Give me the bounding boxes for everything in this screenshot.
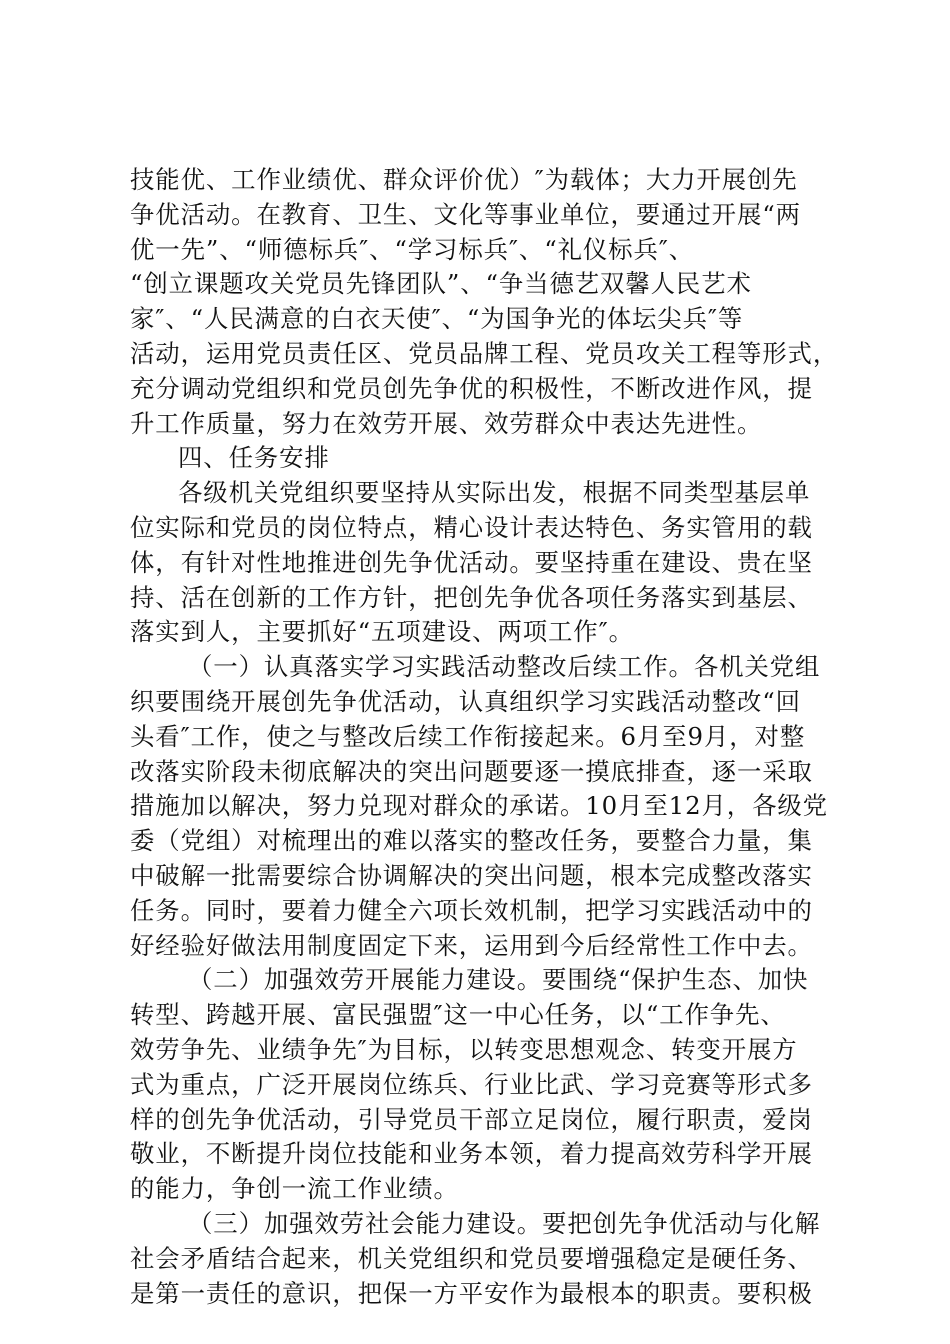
text-line: 社会矛盾结合起来，机关党组织和党员要增强稳定是硬任务、	[130, 1243, 813, 1273]
subsection-heading: （二）加强效劳开展能力建设。要围绕“保护生态、加快	[188, 965, 809, 995]
text-line: 样的创先争优活动，引导党员干部立足岗位，履行职责，爱岗	[130, 1104, 813, 1134]
text-line: 充分调动党组织和党员创先争优的积极性，不断改进作风，提	[130, 373, 813, 403]
text-line: 效劳争先、业绩争先″为目标，以转变思想观念、转变开展方	[130, 1034, 798, 1064]
text-line: 织要围绕开展创先争优活动，认真组织学习实践活动整改“回	[130, 686, 801, 716]
text-line: 转型、跨越开展、富民强盟″这一中心任务，以“工作争先、	[130, 1000, 786, 1030]
text-line: 敬业，不断提升岗位技能和业务本领，着力提高效劳科学开展	[130, 1139, 813, 1169]
text-line: 落实到人，主要抓好“五项建设、两项工作″。	[130, 617, 634, 647]
text-line: 好经验好做法用制度固定下来，运用到今后经常性工作中去。	[130, 930, 813, 960]
text-line: 家″、“人民满意的白衣天使″、“为国争光的体坛尖兵″等	[130, 304, 744, 334]
text-line: 优一先”、“师德标兵″、“学习标兵″、“礼仪标兵″、	[130, 234, 695, 264]
text-line: 技能优、工作业绩优、群众评价优）″为载体；大力开展创先	[130, 165, 798, 194]
text-line: 头看″工作，使之与整改后续工作衔接起来。6月至9月，对整	[130, 721, 806, 751]
text-line: 改落实阶段未彻底解决的突出问题要逐一摸底排查，逐一采取	[130, 756, 813, 786]
text-line: 是第一责任的意识，把保一方平安作为最根本的职责。要积极	[130, 1278, 813, 1308]
subsection-heading: （三）加强效劳社会能力建设。要把创先争优活动与化解	[188, 1208, 821, 1238]
text-line: 任务。同时，要着力健全六项长效机制，把学习实践活动中的	[130, 895, 813, 925]
text-line: 各级机关党组织要坚持从实际出发，根据不同类型基层单	[178, 478, 811, 508]
section-heading: 四、任务安排	[178, 443, 330, 473]
text-line: 措施加以解决，努力兑现对群众的承诺。10月至12月，各级党	[130, 791, 828, 821]
text-line: 升工作质量，努力在效劳开展、效劳群众中表达先进性。	[130, 408, 763, 438]
text-line: “创立课题攻关党员先锋团队”、“争当德艺双馨人民艺术	[130, 269, 752, 299]
text-line: 活动，运用党员责任区、党员品牌工程、党员攻关工程等形式，	[130, 338, 839, 368]
text-line: 争优活动。在教育、卫生、文化等事业单位，要通过开展“两	[130, 199, 801, 229]
text-line: 位实际和党员的岗位特点，精心设计表达特色、务实管用的载	[130, 512, 813, 542]
text-line: 持、活在创新的工作方针，把创先争优各项任务落实到基层、	[130, 582, 813, 612]
text-line: 中破解一批需要综合协调解决的突出问题，根本完成整改落实	[130, 860, 813, 890]
text-line: 式为重点，广泛开展岗位练兵、行业比武、学习竞赛等形式多	[130, 1069, 813, 1099]
text-line: 的能力，争创一流工作业绩。	[130, 1174, 459, 1204]
document-body	[130, 163, 839, 1311]
subsection-heading: （一）认真落实学习实践活动整改后续工作。各机关党组	[188, 652, 821, 682]
text-line: 委（党组）对梳理出的难以落实的整改任务，要整合力量，集	[130, 826, 813, 856]
text-line: 体，有针对性地推进创先争优活动。要坚持重在建设、贵在坚	[130, 547, 813, 577]
